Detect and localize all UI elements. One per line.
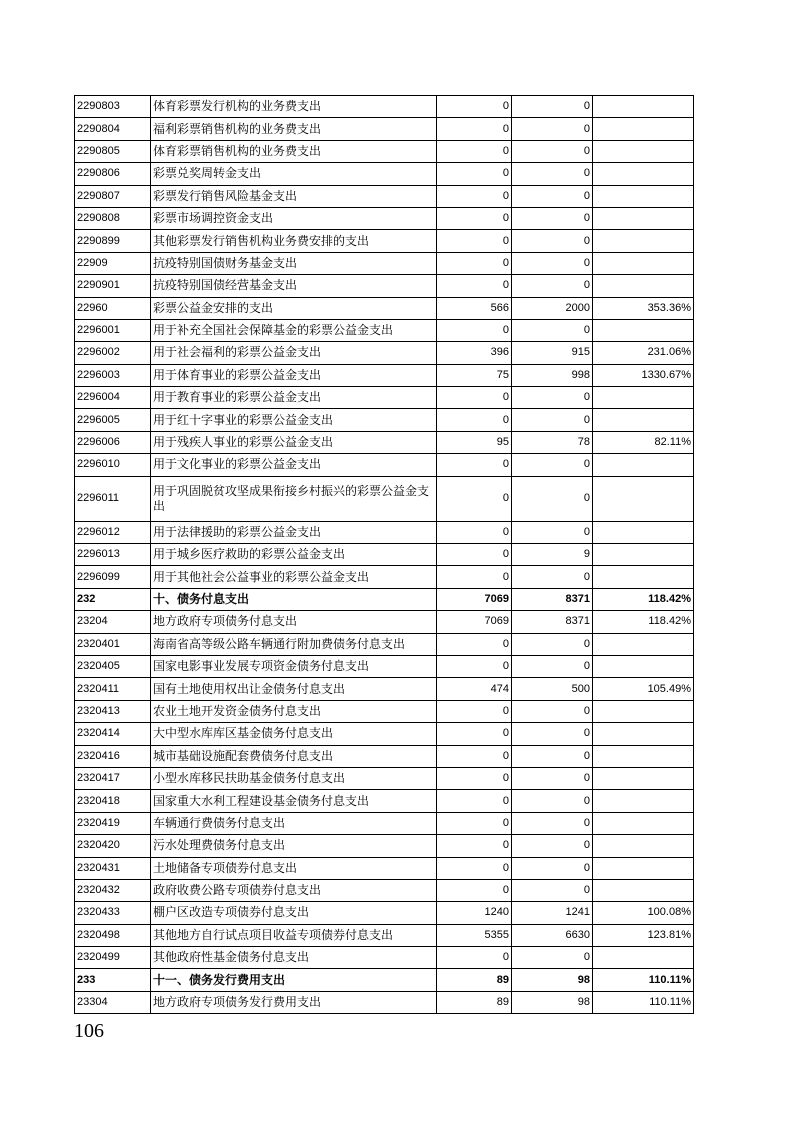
code-cell: 2296011: [75, 476, 151, 521]
percentage-cell: 110.11%: [593, 969, 694, 991]
code-cell: 2290806: [75, 163, 151, 185]
prior-amount-cell: 0: [437, 230, 512, 252]
current-amount-cell: 0: [512, 835, 593, 857]
table-row: [75, 207, 694, 229]
table-row: [75, 342, 694, 364]
prior-amount-cell: 0: [437, 723, 512, 745]
prior-amount-cell: 0: [437, 319, 512, 341]
percentage-cell: [593, 700, 694, 722]
percentage-cell: [593, 230, 694, 252]
current-amount-cell: 2000: [512, 297, 593, 319]
prior-amount-cell: 0: [437, 879, 512, 901]
code-cell: 2320413: [75, 700, 151, 722]
current-amount-cell: 0: [512, 163, 593, 185]
code-cell: 2296005: [75, 409, 151, 431]
percentage-cell: 123.81%: [593, 924, 694, 946]
table-row: [75, 835, 694, 857]
current-amount-cell: 998: [512, 364, 593, 386]
table-row: [75, 745, 694, 767]
item-name-cell: 用于法律援助的彩票公益金支出: [151, 521, 437, 543]
current-amount-cell: 0: [512, 566, 593, 588]
percentage-cell: 105.49%: [593, 678, 694, 700]
code-cell: 2320411: [75, 678, 151, 700]
percentage-cell: [593, 185, 694, 207]
current-amount-cell: 0: [512, 230, 593, 252]
item-name-cell: 小型水库移民扶助基金债务付息支出: [151, 767, 437, 789]
code-cell: 22960: [75, 297, 151, 319]
prior-amount-cell: 0: [437, 96, 512, 118]
item-name-cell: 福利彩票销售机构的业务费支出: [151, 118, 437, 140]
percentage-cell: 82.11%: [593, 431, 694, 453]
table-row: [75, 767, 694, 789]
current-amount-cell: 0: [512, 745, 593, 767]
code-cell: 2290808: [75, 207, 151, 229]
table-row: [75, 879, 694, 901]
prior-amount-cell: 0: [437, 790, 512, 812]
current-amount-cell: 0: [512, 185, 593, 207]
code-cell: 23204: [75, 611, 151, 633]
current-amount-cell: 98: [512, 991, 593, 1013]
item-name-cell: 棚户区改造专项债券付息支出: [151, 902, 437, 924]
item-name-cell: 用于其他社会公益事业的彩票公益金支出: [151, 566, 437, 588]
table-body: [75, 96, 694, 1014]
table-row: [75, 857, 694, 879]
code-cell: 2290804: [75, 118, 151, 140]
table-row: [75, 790, 694, 812]
prior-amount-cell: 0: [437, 745, 512, 767]
current-amount-cell: 0: [512, 521, 593, 543]
percentage-cell: [593, 745, 694, 767]
current-amount-cell: 0: [512, 879, 593, 901]
prior-amount-cell: 0: [437, 118, 512, 140]
percentage-cell: [593, 835, 694, 857]
prior-amount-cell: 0: [437, 655, 512, 677]
percentage-cell: [593, 767, 694, 789]
table-row: [75, 611, 694, 633]
current-amount-cell: 0: [512, 319, 593, 341]
prior-amount-cell: 89: [437, 991, 512, 1013]
prior-amount-cell: 0: [437, 812, 512, 834]
code-cell: 2320432: [75, 879, 151, 901]
table-row: [75, 655, 694, 677]
current-amount-cell: 0: [512, 409, 593, 431]
percentage-cell: [593, 879, 694, 901]
table-row: [75, 723, 694, 745]
table-row: [75, 812, 694, 834]
code-cell: 2320414: [75, 723, 151, 745]
item-name-cell: 土地储备专项债券付息支出: [151, 857, 437, 879]
code-cell: 2320418: [75, 790, 151, 812]
current-amount-cell: 0: [512, 857, 593, 879]
item-name-cell: 污水处理费债务付息支出: [151, 835, 437, 857]
table-row: [75, 275, 694, 297]
item-name-cell: 彩票发行销售风险基金支出: [151, 185, 437, 207]
prior-amount-cell: 0: [437, 252, 512, 274]
percentage-cell: [593, 163, 694, 185]
code-cell: 2290805: [75, 140, 151, 162]
prior-amount-cell: 474: [437, 678, 512, 700]
prior-amount-cell: 0: [437, 185, 512, 207]
item-name-cell: 其他政府性基金债务付息支出: [151, 947, 437, 969]
item-name-cell: 彩票兑奖周转金支出: [151, 163, 437, 185]
current-amount-cell: 8371: [512, 611, 593, 633]
code-cell: 2296006: [75, 431, 151, 453]
percentage-cell: [593, 409, 694, 431]
prior-amount-cell: 1240: [437, 902, 512, 924]
current-amount-cell: 1241: [512, 902, 593, 924]
percentage-cell: 118.42%: [593, 588, 694, 610]
prior-amount-cell: 0: [437, 633, 512, 655]
item-name-cell: 用于教育事业的彩票公益金支出: [151, 387, 437, 409]
item-name-cell: 用于红十字事业的彩票公益金支出: [151, 409, 437, 431]
code-cell: 2290899: [75, 230, 151, 252]
code-cell: 2320405: [75, 655, 151, 677]
code-cell: 2320419: [75, 812, 151, 834]
prior-amount-cell: 0: [437, 544, 512, 566]
current-amount-cell: 915: [512, 342, 593, 364]
percentage-cell: 1330.67%: [593, 364, 694, 386]
code-cell: 2296013: [75, 544, 151, 566]
code-cell: 2320433: [75, 902, 151, 924]
prior-amount-cell: 0: [437, 409, 512, 431]
prior-amount-cell: 0: [437, 700, 512, 722]
prior-amount-cell: 0: [437, 857, 512, 879]
code-cell: 2296003: [75, 364, 151, 386]
current-amount-cell: 0: [512, 454, 593, 476]
table-row: [75, 319, 694, 341]
current-amount-cell: 78: [512, 431, 593, 453]
percentage-cell: 231.06%: [593, 342, 694, 364]
prior-amount-cell: 0: [437, 140, 512, 162]
code-cell: 233: [75, 969, 151, 991]
table-row: [75, 588, 694, 610]
code-cell: 2296099: [75, 566, 151, 588]
percentage-cell: [593, 947, 694, 969]
prior-amount-cell: 0: [437, 476, 512, 521]
table-row: [75, 566, 694, 588]
table-row: [75, 297, 694, 319]
current-amount-cell: 0: [512, 387, 593, 409]
percentage-cell: 118.42%: [593, 611, 694, 633]
table-row: [75, 969, 694, 991]
table-row: [75, 902, 694, 924]
table-row: [75, 364, 694, 386]
budget-table: [74, 95, 694, 1014]
prior-amount-cell: 0: [437, 767, 512, 789]
percentage-cell: [593, 544, 694, 566]
percentage-cell: [593, 118, 694, 140]
table-row: [75, 118, 694, 140]
code-cell: 2296004: [75, 387, 151, 409]
item-name-cell: 农业土地开发资金债务付息支出: [151, 700, 437, 722]
table-row: [75, 700, 694, 722]
code-cell: 2320417: [75, 767, 151, 789]
prior-amount-cell: 0: [437, 207, 512, 229]
current-amount-cell: 0: [512, 252, 593, 274]
percentage-cell: [593, 790, 694, 812]
current-amount-cell: 0: [512, 96, 593, 118]
current-amount-cell: 0: [512, 812, 593, 834]
item-name-cell: 用于社会福利的彩票公益金支出: [151, 342, 437, 364]
prior-amount-cell: 5355: [437, 924, 512, 946]
table-row: [75, 387, 694, 409]
item-name-cell: 用于巩固脱贫攻坚成果衔接乡村振兴的彩票公益金支出: [151, 476, 437, 521]
percentage-cell: [593, 252, 694, 274]
item-name-cell: 海南省高等级公路车辆通行附加费债务付息支出: [151, 633, 437, 655]
prior-amount-cell: 0: [437, 454, 512, 476]
percentage-cell: 353.36%: [593, 297, 694, 319]
percentage-cell: [593, 96, 694, 118]
percentage-cell: [593, 387, 694, 409]
item-name-cell: 国有土地使用权出让金债务付息支出: [151, 678, 437, 700]
table-row: [75, 476, 694, 521]
percentage-cell: [593, 723, 694, 745]
prior-amount-cell: 7069: [437, 611, 512, 633]
item-name-cell: 国家电影事业发展专项资金债务付息支出: [151, 655, 437, 677]
table-row: [75, 521, 694, 543]
table-row: [75, 409, 694, 431]
percentage-cell: [593, 566, 694, 588]
code-cell: 2290803: [75, 96, 151, 118]
item-name-cell: 地方政府专项债务付息支出: [151, 611, 437, 633]
current-amount-cell: 500: [512, 678, 593, 700]
item-name-cell: 政府收费公路专项债券付息支出: [151, 879, 437, 901]
table-row: [75, 431, 694, 453]
item-name-cell: 用于残疾人事业的彩票公益金支出: [151, 431, 437, 453]
code-cell: 2320498: [75, 924, 151, 946]
prior-amount-cell: 0: [437, 521, 512, 543]
prior-amount-cell: 0: [437, 163, 512, 185]
item-name-cell: 体育彩票销售机构的业务费支出: [151, 140, 437, 162]
code-cell: 2320420: [75, 835, 151, 857]
code-cell: 2320431: [75, 857, 151, 879]
percentage-cell: [593, 633, 694, 655]
table-row: [75, 924, 694, 946]
table-row: [75, 163, 694, 185]
code-cell: 22909: [75, 252, 151, 274]
percentage-cell: 100.08%: [593, 902, 694, 924]
code-cell: 2320499: [75, 947, 151, 969]
item-name-cell: 十一、债务发行费用支出: [151, 969, 437, 991]
table-row: [75, 454, 694, 476]
percentage-cell: [593, 275, 694, 297]
percentage-cell: [593, 454, 694, 476]
table-row: [75, 96, 694, 118]
item-name-cell: 城市基础设施配套费债务付息支出: [151, 745, 437, 767]
prior-amount-cell: 0: [437, 835, 512, 857]
item-name-cell: 用于体育事业的彩票公益金支出: [151, 364, 437, 386]
table-row: [75, 544, 694, 566]
prior-amount-cell: 396: [437, 342, 512, 364]
item-name-cell: 抗疫特别国债经营基金支出: [151, 275, 437, 297]
current-amount-cell: 0: [512, 767, 593, 789]
percentage-cell: [593, 319, 694, 341]
prior-amount-cell: 0: [437, 566, 512, 588]
percentage-cell: 110.11%: [593, 991, 694, 1013]
current-amount-cell: 0: [512, 633, 593, 655]
current-amount-cell: 0: [512, 723, 593, 745]
current-amount-cell: 0: [512, 947, 593, 969]
prior-amount-cell: 566: [437, 297, 512, 319]
current-amount-cell: 0: [512, 275, 593, 297]
percentage-cell: [593, 521, 694, 543]
item-name-cell: 其他地方自行试点项目收益专项债券付息支出: [151, 924, 437, 946]
prior-amount-cell: 0: [437, 947, 512, 969]
item-name-cell: 其他彩票发行销售机构业务费安排的支出: [151, 230, 437, 252]
item-name-cell: 彩票市场调控资金支出: [151, 207, 437, 229]
table-row: [75, 947, 694, 969]
table-row: [75, 140, 694, 162]
current-amount-cell: 0: [512, 140, 593, 162]
prior-amount-cell: 95: [437, 431, 512, 453]
code-cell: 232: [75, 588, 151, 610]
item-name-cell: 十、债务付息支出: [151, 588, 437, 610]
current-amount-cell: 8371: [512, 588, 593, 610]
item-name-cell: 国家重大水利工程建设基金债务付息支出: [151, 790, 437, 812]
item-name-cell: 用于文化事业的彩票公益金支出: [151, 454, 437, 476]
percentage-cell: [593, 655, 694, 677]
table-row: [75, 678, 694, 700]
current-amount-cell: 0: [512, 118, 593, 140]
item-name-cell: 彩票公益金安排的支出: [151, 297, 437, 319]
code-cell: 2320401: [75, 633, 151, 655]
current-amount-cell: 0: [512, 476, 593, 521]
code-cell: 2320416: [75, 745, 151, 767]
code-cell: 23304: [75, 991, 151, 1013]
item-name-cell: 用于补充全国社会保障基金的彩票公益金支出: [151, 319, 437, 341]
code-cell: 2296001: [75, 319, 151, 341]
current-amount-cell: 9: [512, 544, 593, 566]
table-row: [75, 252, 694, 274]
current-amount-cell: 6630: [512, 924, 593, 946]
code-cell: 2296010: [75, 454, 151, 476]
page-number: 106: [74, 1020, 104, 1042]
current-amount-cell: 0: [512, 207, 593, 229]
percentage-cell: [593, 812, 694, 834]
item-name-cell: 大中型水库库区基金债务付息支出: [151, 723, 437, 745]
prior-amount-cell: 89: [437, 969, 512, 991]
table-row: [75, 230, 694, 252]
item-name-cell: 地方政府专项债务发行费用支出: [151, 991, 437, 1013]
item-name-cell: 体育彩票发行机构的业务费支出: [151, 96, 437, 118]
table-row: [75, 185, 694, 207]
prior-amount-cell: 75: [437, 364, 512, 386]
prior-amount-cell: 0: [437, 275, 512, 297]
item-name-cell: 抗疫特别国债财务基金支出: [151, 252, 437, 274]
item-name-cell: 用于城乡医疗救助的彩票公益金支出: [151, 544, 437, 566]
current-amount-cell: 0: [512, 790, 593, 812]
code-cell: 2290807: [75, 185, 151, 207]
percentage-cell: [593, 857, 694, 879]
code-cell: 2296002: [75, 342, 151, 364]
code-cell: 2296012: [75, 521, 151, 543]
item-name-cell: 车辆通行费债务付息支出: [151, 812, 437, 834]
current-amount-cell: 0: [512, 655, 593, 677]
percentage-cell: [593, 476, 694, 521]
current-amount-cell: 98: [512, 969, 593, 991]
percentage-cell: [593, 140, 694, 162]
prior-amount-cell: 0: [437, 387, 512, 409]
code-cell: 2290901: [75, 275, 151, 297]
current-amount-cell: 0: [512, 700, 593, 722]
prior-amount-cell: 7069: [437, 588, 512, 610]
table-row: [75, 991, 694, 1013]
table-row: [75, 633, 694, 655]
percentage-cell: [593, 207, 694, 229]
